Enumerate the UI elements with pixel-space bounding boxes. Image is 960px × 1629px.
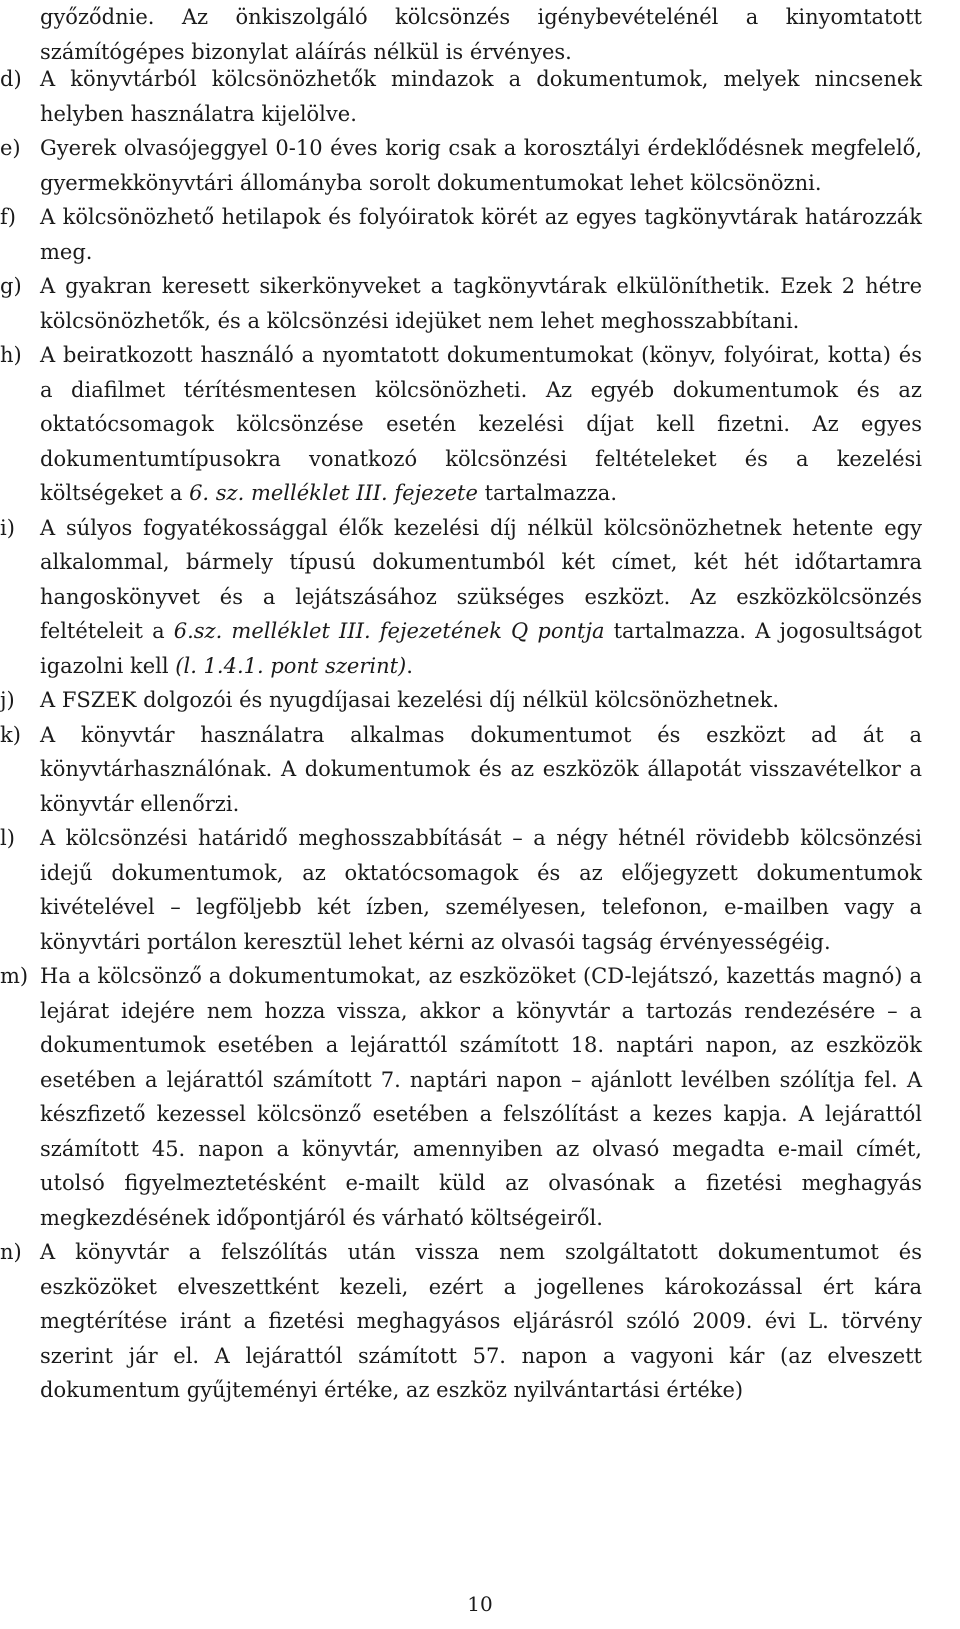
list-item-g — [0, 269, 960, 338]
list-item-text: Ha a kölcsönző a dokumentumokat, az eszközöket (CD-lejátszó, kazettás magnó) a lejárat idejére nem hozza vissza, akkor a könyvtár a tartozás rendezésére – a dokumentumok esetében a lejárattól számított 18. naptári napon, az eszközök esetében a lejárattól számított 7. naptári napon – ajánlott levélben szólítja fel. A készfizető kezessel kölcsönző esetében a felszólítást a kezes kapja. A lejárattól számított 45. napon a könyvtár, amennyiben az olvasó megadta e-mail címét, utolsó figyelmeztetésként e-mailt küld az olvasónak a fizetési meghagyás megkezdésének időpontjáról és várható költségeiről. — [40, 964, 922, 1230]
list-item-d — [0, 62, 960, 131]
list-item-h — [0, 338, 960, 511]
list-item-text: A kölcsönzési határidő meghosszabbítását – a négy hétnél rövidebb kölcsönzési idejű dokumentumok, az oktatócsomagok és az előjegyzett dokumentumok kivételével – legföljebb két ízben, személyesen, telefonon, e-mailben vagy a könyvtári portálon keresztül lehet kérni az olvasói tagság érvényességéig. — [40, 826, 922, 954]
list-marker: g) — [0, 274, 22, 298]
list-item-e — [0, 131, 960, 200]
text-run: A beiratkozott használó a nyomtatott dokumentumokat (könyv, folyóirat, kotta) és a diafilmet térítésmentesen kölcsönözheti. Az egyéb dokumentumok és az oktatócsomagok kölcsönzése esetén kezelési díjat kell fizetni. Az egyes dokumentumtípusokra vonatkozó kölcsönzési feltételeket és a kezelési költségeket a — [40, 343, 922, 505]
list-item-text: A könyvtár használatra alkalmas dokumentumot és eszközt ad át a könyvtárhasználónak. A dokumentumok és az eszközök állapotát visszavételkor a könyvtár ellenőrzi. — [40, 722, 922, 816]
list-marker: k) — [0, 722, 21, 747]
intro-paragraph: győződnie. Az önkiszolgáló kölcsönzés igénybevételénél a kinyomtatott számítógépes bizonylat aláírás nélkül is érvényes. — [40, 5, 922, 64]
list-marker: i) — [0, 515, 15, 540]
list-item-text: A könyvtárból kölcsönözhetők mindazok a dokumentumok, melyek nincsenek helyben használatra kijelölve. — [40, 67, 922, 126]
list-item-f — [0, 200, 960, 269]
text-run: A súlyos fogyatékossággal élők kezelési díj nélkül kölcsönözhetnek hetente egy alkalommal, bármely típusú dokumentumból két címet, két hét időtartamra hangoskönyvet és a lejátszásához szükséges eszközt. Az eszközkölcsönzés feltételeit a — [40, 515, 922, 643]
annex-reference: 6. sz. melléklet III. fejezete — [189, 481, 478, 505]
list-item-k — [0, 718, 960, 822]
text-run: . — [406, 653, 413, 678]
list-item-l — [0, 821, 960, 959]
text-run: tartalmazza. — [477, 481, 617, 505]
list-marker: l) — [0, 826, 15, 850]
list-marker: d) — [0, 67, 22, 91]
rules-list — [0, 62, 960, 1408]
list-marker: j) — [0, 688, 15, 712]
list-item-j — [0, 683, 960, 718]
page-number: 10 — [467, 1592, 493, 1616]
list-item-text — [40, 338, 922, 511]
list-item-m — [0, 959, 960, 1235]
list-item-text: A kölcsönözhető hetilapok és folyóiratok körét az egyes tagkönyvtárak határozzák meg. — [40, 205, 922, 264]
text-run: tartalmazza. A jogosultságot igazolni kell — [40, 619, 922, 678]
list-item-text: A FSZEK dolgozói és nyugdíjasai kezelési díj nélkül kölcsönözhetnek. — [40, 688, 780, 712]
list-marker: h) — [0, 343, 22, 367]
list-item-text: A könyvtár a felszólítás után vissza nem szolgáltatott dokumentumot és eszközöket elveszettként kezeli, ezért a jogellenes károkozással ért kára megtérítése iránt a fizetési meghagyásos eljárásról szóló 2009. évi L. törvény szerint jár el. A lejárattól számított 57. napon a vagyoni kár (az elveszett dokumentum gyűjteményi értéke, az eszköz nyilvántartási értéke) — [40, 1240, 922, 1402]
list-item-text — [40, 511, 922, 684]
list-marker: e) — [0, 136, 21, 160]
list-marker: n) — [0, 1240, 22, 1264]
list-marker: f) — [0, 205, 16, 229]
list-item-text: A gyakran keresett sikerkönyveket a tagkönyvtárak elkülöníthetik. Ezek 2 hétre kölcsönözhetők, és a kölcsönzési idejüket nem lehet meghosszabbítani. — [40, 274, 922, 333]
list-marker: m) — [0, 964, 29, 988]
list-item-text: Gyerek olvasójeggyel 0-10 éves korig csak a korosztályi érdeklődésnek megfelelő, gyermekkönyvtári állományba sorolt dokumentumokat lehet kölcsönözni. — [40, 136, 922, 195]
annex-reference: 6.sz. melléklet III. fejezetének Q pontja — [173, 619, 605, 643]
section-reference: (l. 1.4.1. pont szerint) — [175, 653, 407, 678]
list-item-n — [0, 1235, 960, 1408]
list-item-i — [0, 511, 960, 684]
